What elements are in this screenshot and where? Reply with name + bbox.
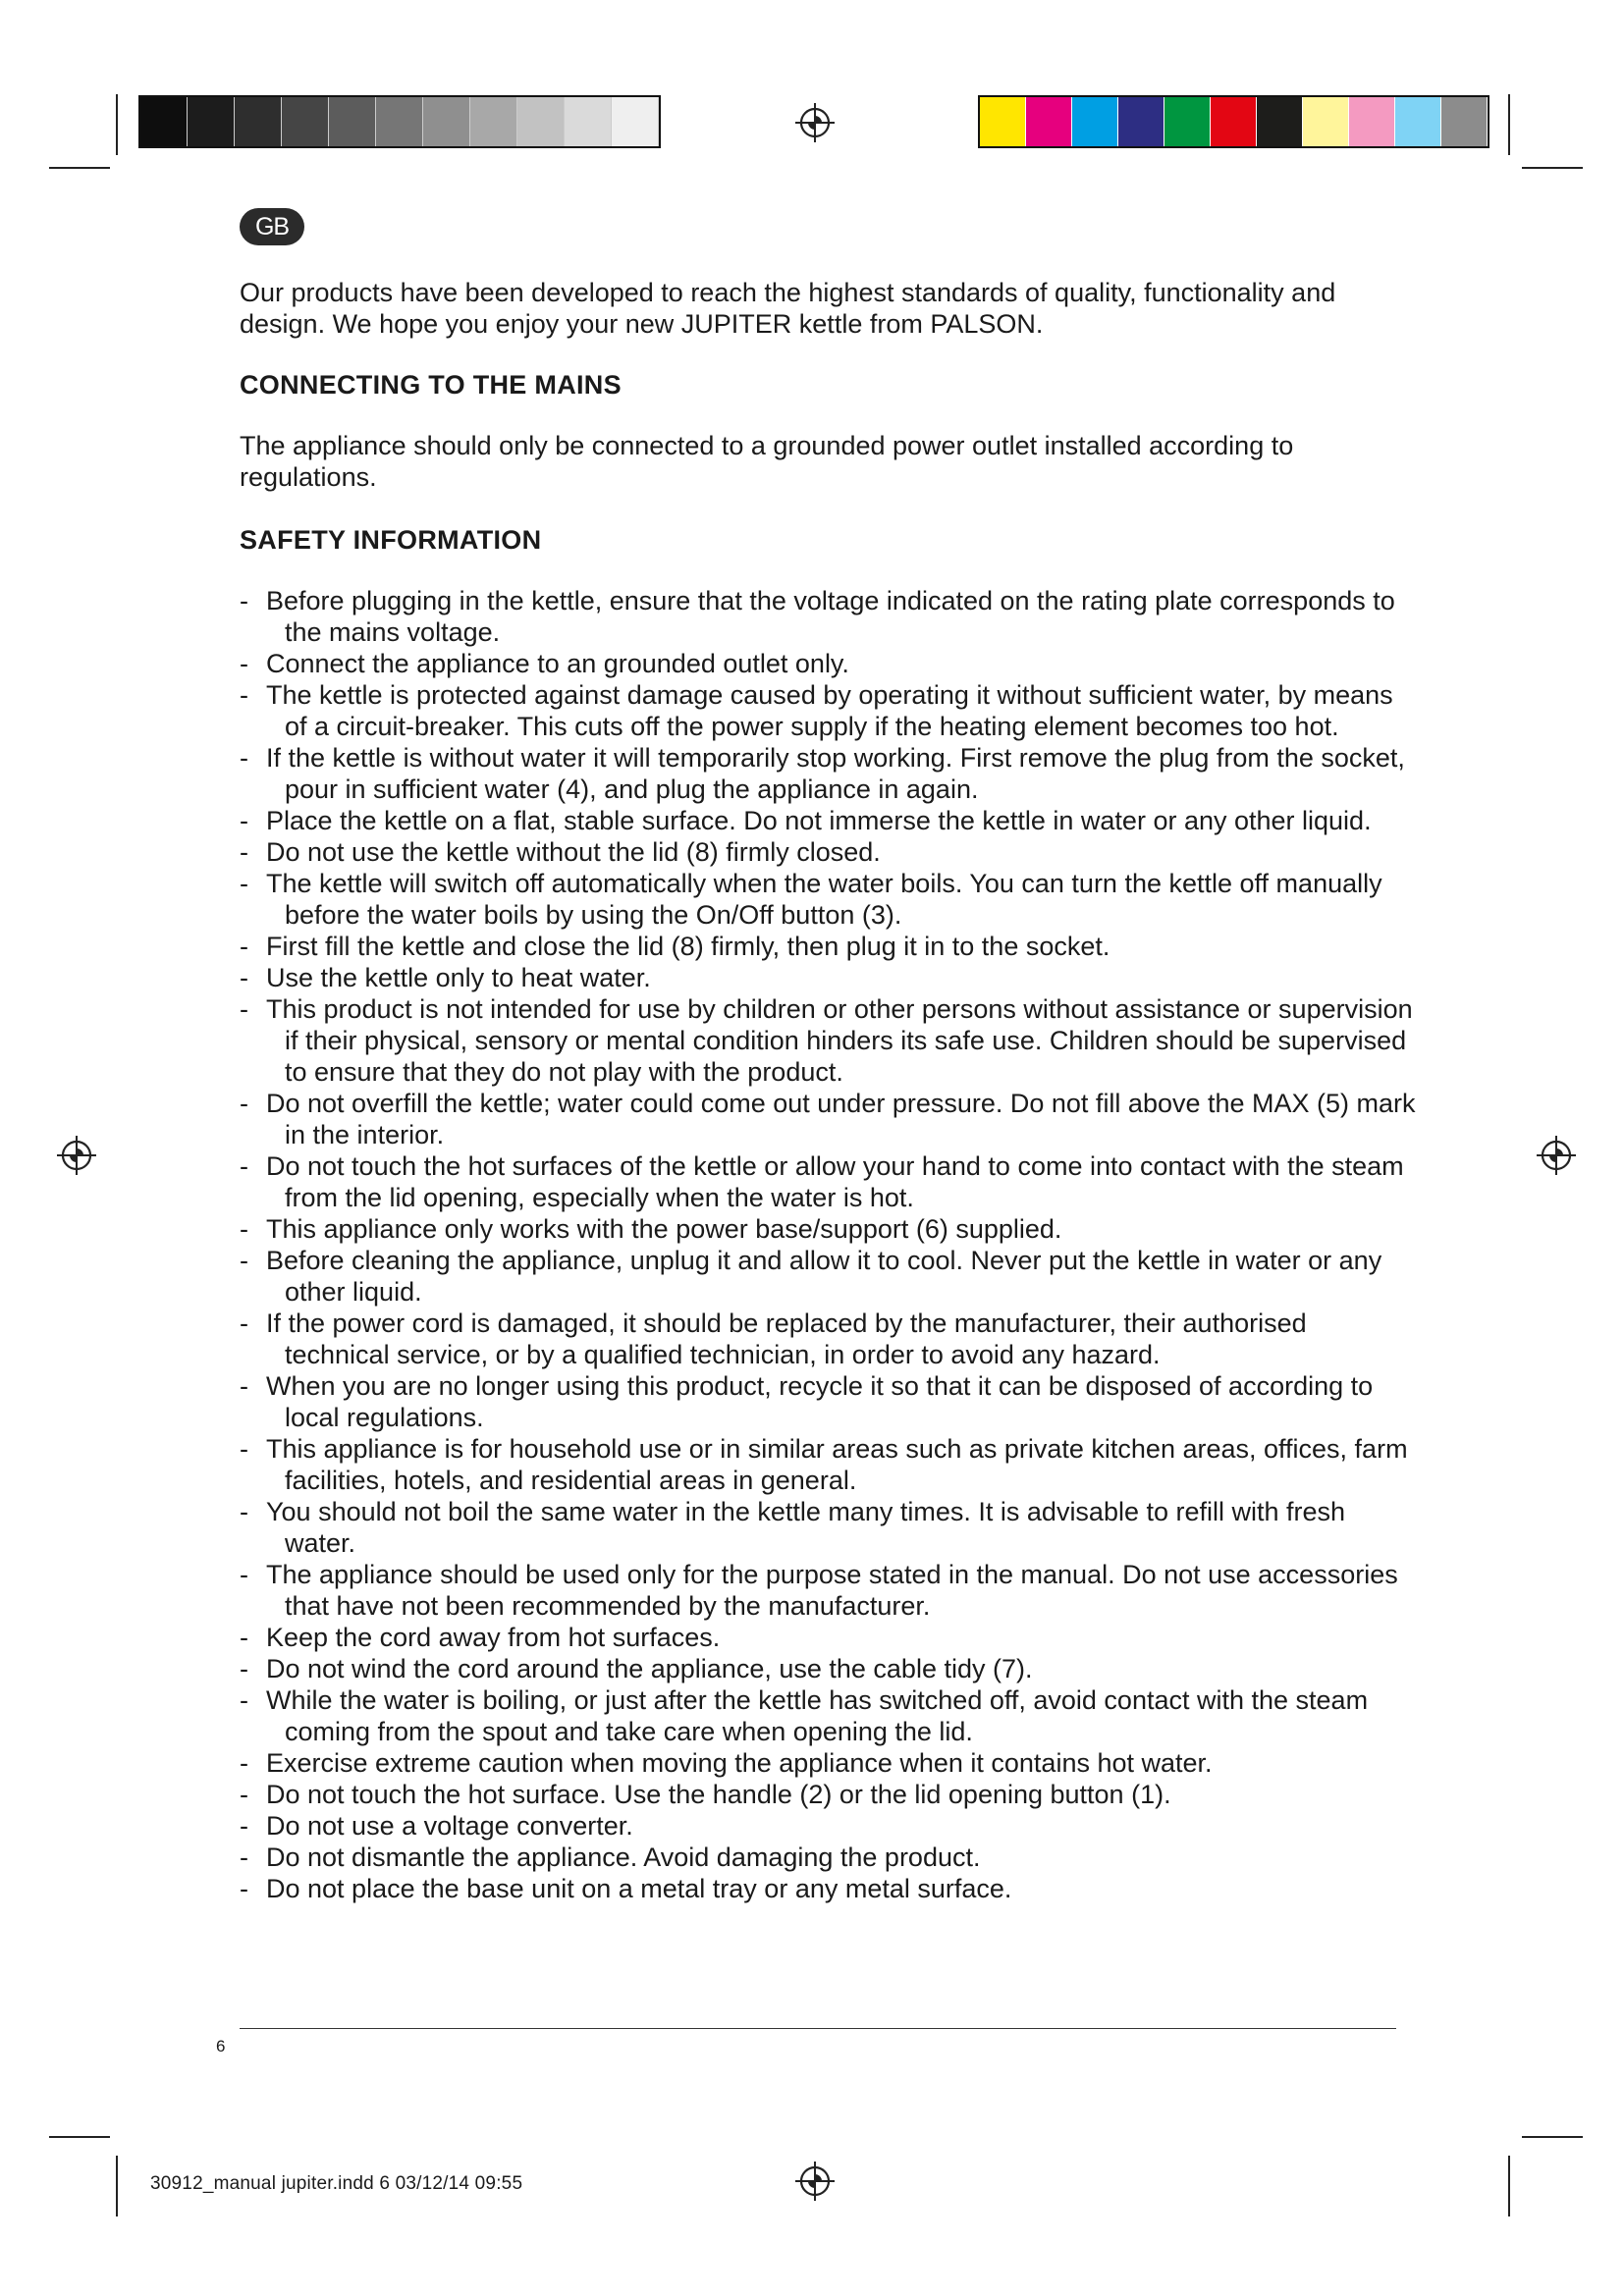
safety-list-item: - The kettle will switch off automatically when the water boils. You can turn the kettle off manually before the water boils by using the On/Off button (3). <box>240 868 1418 931</box>
section-title-mains: CONNECTING TO THE MAINS <box>240 370 622 400</box>
crop-mark-top-right-vertical <box>1508 94 1510 155</box>
grayscale-color-bar <box>138 95 661 148</box>
safety-list-item: - Do not wind the cord around the appliance, use the cable tidy (7). <box>240 1653 1418 1684</box>
safety-list-item: - This product is not intended for use by children or other persons without assistance or supervision if their physical, sensory or mental condition hinders its safe use. Children should be supervised to ensure that they do not play with the product. <box>240 993 1418 1088</box>
gray-swatch <box>282 97 329 146</box>
safety-list-item: - This appliance only works with the power base/support (6) supplied. <box>240 1213 1418 1245</box>
footer-divider <box>240 2028 1396 2029</box>
mains-paragraph: The appliance should only be connected to a grounded power outlet installed according to regulations. <box>240 431 1294 492</box>
crop-mark-bottom-right-vertical <box>1508 2156 1510 2216</box>
gray-swatch <box>565 97 612 146</box>
print-slug: 30912_manual jupiter.indd 6 03/12/14 09:55 <box>150 2173 523 2194</box>
color-swatch <box>1164 97 1211 146</box>
color-swatch <box>1072 97 1118 146</box>
registration-mark-icon <box>793 101 837 144</box>
manual-page-content <box>240 277 1418 1904</box>
color-swatch <box>1349 97 1395 146</box>
gray-swatch <box>376 97 423 146</box>
color-swatch <box>1211 97 1257 146</box>
safety-list-item: - Connect the appliance to an grounded outlet only. <box>240 648 1418 679</box>
crop-mark-bottom-right-horizontal <box>1522 2136 1583 2138</box>
language-badge: GB <box>240 208 304 245</box>
crop-mark-top-left-horizontal <box>49 167 110 169</box>
safety-list-item: - First fill the kettle and close the lid (8) firmly, then plug it in to the socket. <box>240 931 1418 962</box>
registration-mark-icon <box>793 2160 837 2203</box>
gray-swatch <box>140 97 188 146</box>
safety-list-item: - If the power cord is damaged, it should be replaced by the manufacturer, their authorised technical service, or by a qualified technician, in order to avoid any hazard. <box>240 1308 1418 1370</box>
page-number: 6 <box>216 2037 226 2056</box>
section-title-safety: SAFETY INFORMATION <box>240 525 542 555</box>
crop-mark-top-left-vertical <box>116 94 118 155</box>
safety-list-item: - Do not use the kettle without the lid (8) firmly closed. <box>240 836 1418 868</box>
safety-list-item: - Do not touch the hot surface. Use the handle (2) or the lid opening button (1). <box>240 1779 1418 1810</box>
safety-list-item: - When you are no longer using this product, recycle it so that it can be disposed of according to local regulations. <box>240 1370 1418 1433</box>
gray-swatch <box>235 97 282 146</box>
safety-list-item: - The appliance should be used only for the purpose stated in the manual. Do not use accessories that have not been recommended by the manufacturer. <box>240 1559 1418 1622</box>
process-color-bar <box>978 95 1489 148</box>
safety-list-item: - Keep the cord away from hot surfaces. <box>240 1622 1418 1653</box>
gray-swatch <box>517 97 565 146</box>
color-swatch <box>1303 97 1349 146</box>
safety-list-item: - Before plugging in the kettle, ensure that the voltage indicated on the rating plate corresponds to the mains voltage. <box>240 585 1418 648</box>
safety-list-item: - Place the kettle on a flat, stable surface. Do not immerse the kettle in water or any other liquid. <box>240 805 1418 836</box>
color-swatch <box>1395 97 1441 146</box>
safety-list-item: - If the kettle is without water it will temporarily stop working. First remove the plug from the socket, pour in sufficient water (4), and plug the appliance in again. <box>240 742 1418 805</box>
color-swatch <box>1026 97 1072 146</box>
crop-mark-top-right-horizontal <box>1522 167 1583 169</box>
gray-swatch <box>470 97 517 146</box>
safety-list-item: - Before cleaning the appliance, unplug it and allow it to cool. Never put the kettle in water or any other liquid. <box>240 1245 1418 1308</box>
safety-list-item: - Do not use a voltage converter. <box>240 1810 1418 1842</box>
safety-list-item: - The kettle is protected against damage caused by operating it without sufficient water, by means of a circuit-breaker. This cuts off the power supply if the heating element becomes too hot. <box>240 679 1418 742</box>
crop-mark-bottom-left-horizontal <box>49 2136 110 2138</box>
gray-swatch <box>423 97 470 146</box>
safety-list-item: - Use the kettle only to heat water. <box>240 962 1418 993</box>
safety-list-item: - Do not overfill the kettle; water could come out under pressure. Do not fill above the MAX (5) mark in the interior. <box>240 1088 1418 1150</box>
crop-mark-bottom-left-vertical <box>116 2156 118 2216</box>
registration-mark-icon <box>1535 1134 1578 1177</box>
gray-swatch <box>188 97 235 146</box>
safety-list-item: - You should not boil the same water in the kettle many times. It is advisable to refill with fresh water. <box>240 1496 1418 1559</box>
safety-list-item: - Exercise extreme caution when moving the appliance when it contains hot water. <box>240 1747 1418 1779</box>
safety-list-item: - While the water is boiling, or just after the kettle has switched off, avoid contact with the steam coming from the spout and take care when opening the lid. <box>240 1684 1418 1747</box>
safety-list <box>240 585 1418 1904</box>
gray-swatch <box>612 97 659 146</box>
registration-mark-icon <box>55 1134 98 1177</box>
color-swatch <box>1441 97 1488 146</box>
color-swatch <box>980 97 1026 146</box>
color-swatch <box>1118 97 1164 146</box>
safety-list-item: - This appliance is for household use or in similar areas such as private kitchen areas, offices, farm facilities, hotels, and residential areas in general. <box>240 1433 1418 1496</box>
gray-swatch <box>329 97 376 146</box>
safety-list-item: - Do not dismantle the appliance. Avoid damaging the product. <box>240 1842 1418 1873</box>
safety-list-item: - Do not place the base unit on a metal tray or any metal surface. <box>240 1873 1418 1904</box>
intro-paragraph: Our products have been developed to reach the highest standards of quality, functionality and design. We hope you enjoy your new JUPITER kettle from PALSON. <box>240 278 1336 339</box>
safety-list-item: - Do not touch the hot surfaces of the kettle or allow your hand to come into contact with the steam from the lid opening, especially when the water is hot. <box>240 1150 1418 1213</box>
color-swatch <box>1257 97 1303 146</box>
